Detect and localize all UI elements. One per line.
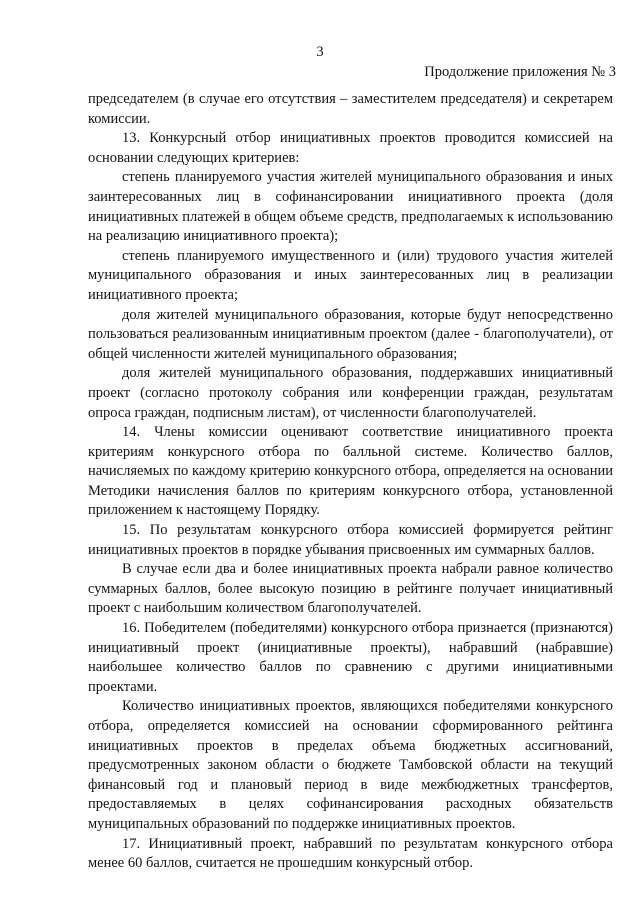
paragraph-16: 16. Победителем (победителями) конкурсного отбора признается (признаются) инициативный проект (инициативные проекты), набравший (набравшие) наибольшее количество баллов по сравнению с другими инициативными проектами.: [88, 620, 613, 695]
paragraph-15-tie-rule: В случае если два и более инициативных проекта набрали равное количество суммарных баллов, более высокую позицию в рейтинге получает инициативный проект с наибольшим количеством благополучателей.: [88, 561, 613, 617]
paragraph-14: 14. Члены комиссии оценивают соответствие инициативного проекта критериям конкурсного отбора по балльной системе. Количество баллов, начисляемых по каждому критерию конкурсного отбора, определяется на основании Методики начисления баллов по критериям конкурсного отбора, установленной приложением к настоящему Порядку.: [88, 424, 613, 519]
criterion-beneficiaries-share: доля жителей муниципального образования, которые будут непосредственно пользоваться реализованным инициативным проектом (далее - благополучатели), от общей численности жителей муниципального образования;: [88, 306, 613, 362]
criterion-cofinancing: степень планируемого участия жителей муниципального образования и иных заинтересованных лиц в софинансировании инициативного проекта (доля инициативных платежей в общем объеме средств, предполагаемых к использованию на реализацию инициативного проекта);: [88, 169, 613, 245]
appendix-continuation-note: Продолжение приложения № 3: [424, 64, 616, 80]
criterion-property-labor-participation: степень планируемого имущественного и (или) трудового участия жителей муниципального образования и иных заинтересованных лиц в реализации инициативного проекта;: [88, 247, 613, 303]
paragraph-15: 15. По результатам конкурсного отбора комиссией формируется рейтинг инициативных проектов в порядке убывания присвоенных им суммарных баллов.: [88, 522, 613, 558]
paragraph-17: 17. Инициативный проект, набравший по результатам конкурсного отбора менее 60 баллов, считается не прошедшим конкурсный отбор.: [88, 835, 613, 872]
paragraph-16-winners-count: Количество инициативных проектов, являющихся победителями конкурсного отбора, определяется комиссией на основании сформированного рейтинга инициативных проектов в пределах объема бюджетных ассигнований, предусмотренных законом области о бюджете Тамбовской области на текущий финансовый год и плановый период в виде межбюджетных трансфертов, предоставляемых в целях софинансирования расходных обязательств муниципальных образований по поддержке инициативных проектов.: [88, 698, 613, 832]
paragraph-continuation: председателем (в случае его отсутствия – заместителем председателя) и секретарем комиссии.: [88, 91, 613, 127]
document-body: [88, 90, 613, 874]
page-number: 3: [316, 44, 324, 60]
paragraph-13: 13. Конкурсный отбор инициативных проектов проводится комиссией на основании следующих критериев:: [88, 130, 613, 166]
criterion-supporters-share: доля жителей муниципального образования, поддержавших инициативный проект (согласно протоколу собрания или конференции граждан, результатам опроса граждан, подписным листам), от численности благополучателей.: [88, 365, 613, 421]
